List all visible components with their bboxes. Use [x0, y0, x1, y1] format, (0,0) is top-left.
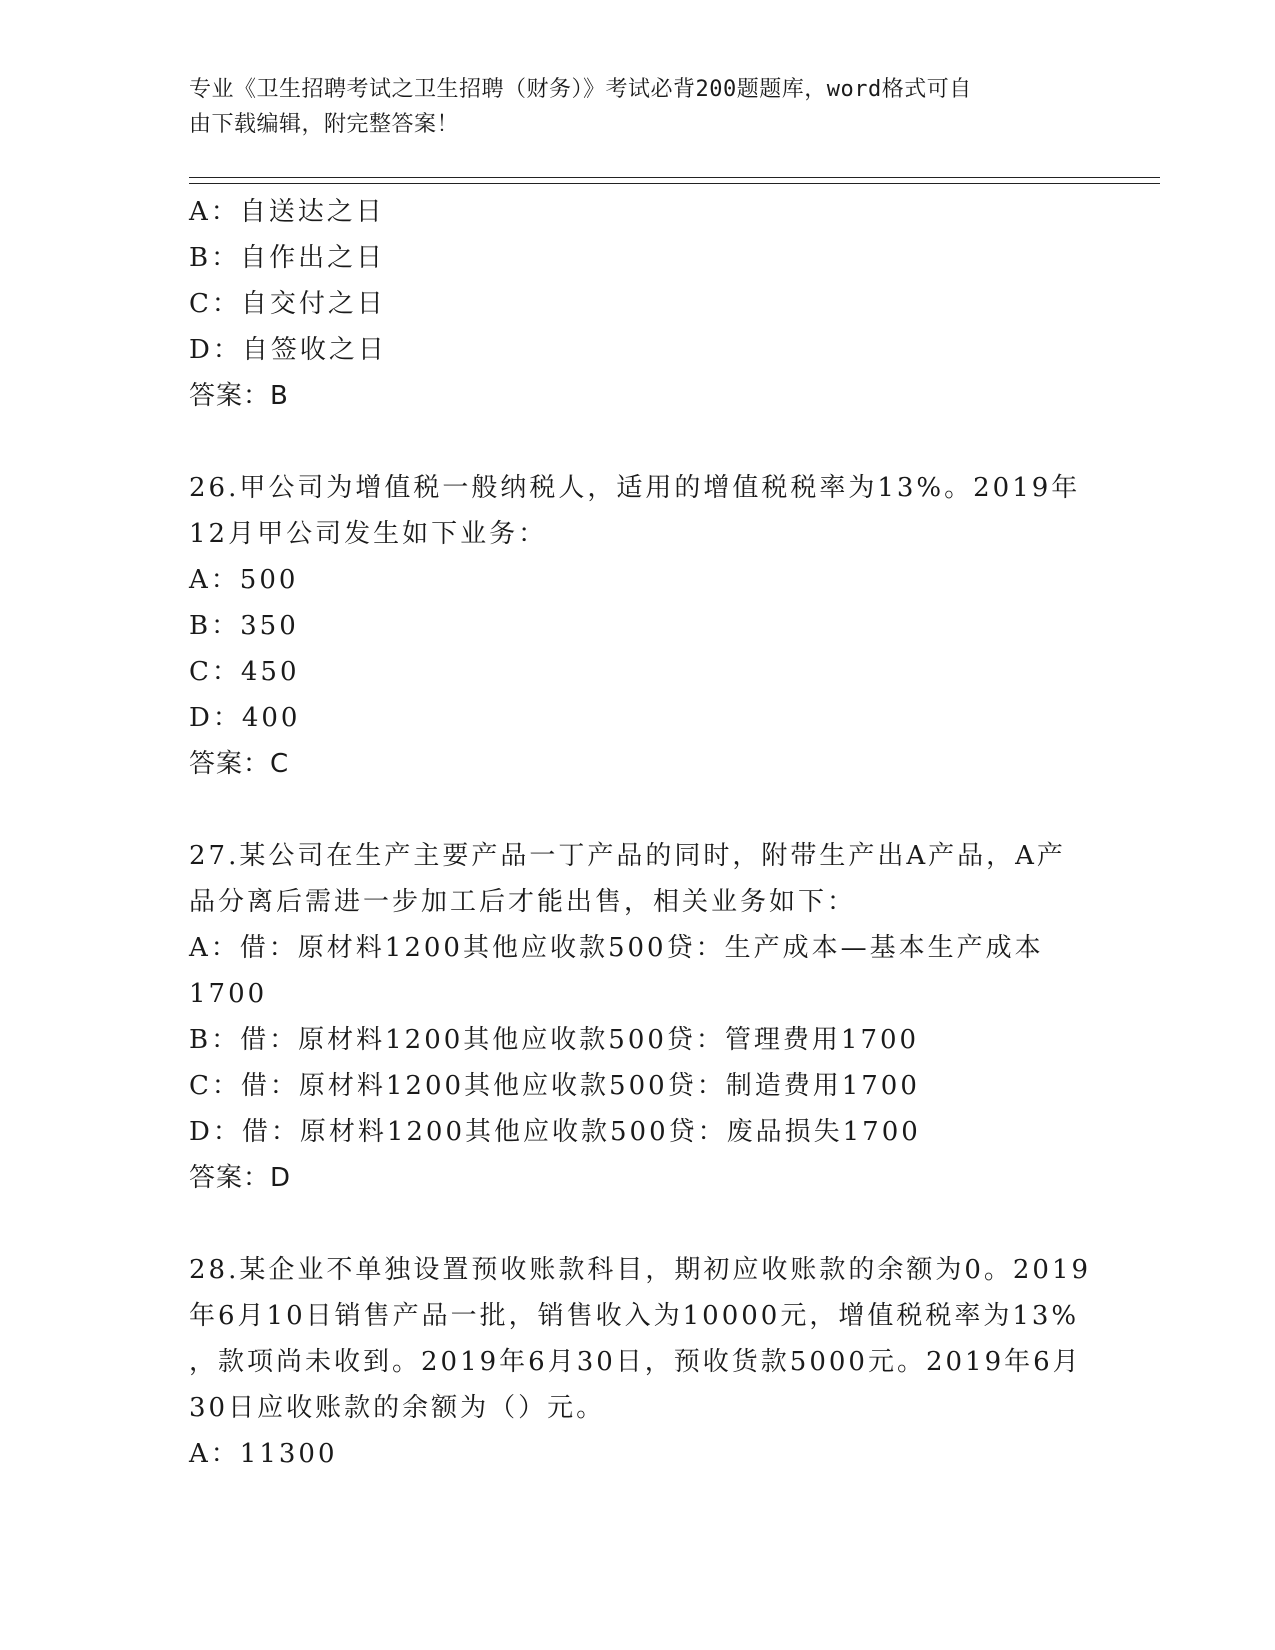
option-d: D：400 [189, 703, 301, 733]
option-c: C：自交付之日 [189, 289, 386, 319]
answer: 答案：D [189, 1163, 292, 1193]
option-a-continued: 1700 [189, 979, 268, 1009]
question-27 [189, 833, 1089, 1201]
question-stem-line: 品分离后需进一步加工后才能出售，相关业务如下： [189, 887, 857, 917]
option-d: D：自签收之日 [189, 335, 387, 365]
question-stem-line: 27.某公司在生产主要产品一丁产品的同时，附带生产出A产品，A产 [189, 841, 1066, 871]
question-stem-line: 12月甲公司发生如下业务： [189, 519, 548, 549]
option-d: D：借：原材料1200其他应收款500贷：废品损失1700 [189, 1117, 921, 1147]
option-b: B：自作出之日 [189, 243, 386, 273]
question-25 [189, 189, 1089, 419]
question-stem-line: ，款项尚未收到。2019年6月30日，预收货款5000元。2019年6月 [189, 1347, 1082, 1377]
question-stem-line: 28.某企业不单独设置预收账款科目，期初应收账款的余额为0。2019 [189, 1255, 1092, 1285]
document-header [189, 72, 1069, 142]
header-rule-top [189, 177, 1160, 178]
header-line-2: 由下载编辑，附完整答案！ [189, 112, 460, 137]
spacer [189, 419, 1089, 465]
option-a: A：500 [189, 565, 299, 595]
option-b: B：350 [189, 611, 299, 641]
question-28 [189, 1247, 1092, 1477]
option-a: A：借：原材料1200其他应收款500贷：生产成本—基本生产成本 [189, 933, 1044, 963]
header-line-1: 专业《卫生招聘考试之卫生招聘（财务）》考试必背200题题库，word格式可自 [189, 77, 972, 102]
option-b: B：借：原材料1200其他应收款500贷：管理费用1700 [189, 1025, 920, 1055]
spacer [189, 1201, 1089, 1247]
question-stem-line: 26.甲公司为增值税一般纳税人，适用的增值税税率为13%。2019年 [189, 473, 1081, 503]
option-c: C：450 [189, 657, 300, 687]
answer: 答案：C [189, 749, 290, 779]
header-rule-bottom [189, 183, 1160, 184]
option-c: C：借：原材料1200其他应收款500贷：制造费用1700 [189, 1071, 920, 1101]
option-a: A：自送达之日 [189, 197, 385, 227]
answer: 答案：B [189, 381, 289, 411]
question-list [189, 189, 1092, 1477]
question-26 [189, 465, 1089, 787]
option-a: A：11300 [189, 1439, 338, 1469]
question-stem-line: 年6月10日销售产品一批，销售收入为10000元，增值税税率为13% [189, 1301, 1080, 1331]
spacer [189, 787, 1089, 833]
question-stem-line: 30日应收账款的余额为（）元。 [189, 1393, 606, 1423]
